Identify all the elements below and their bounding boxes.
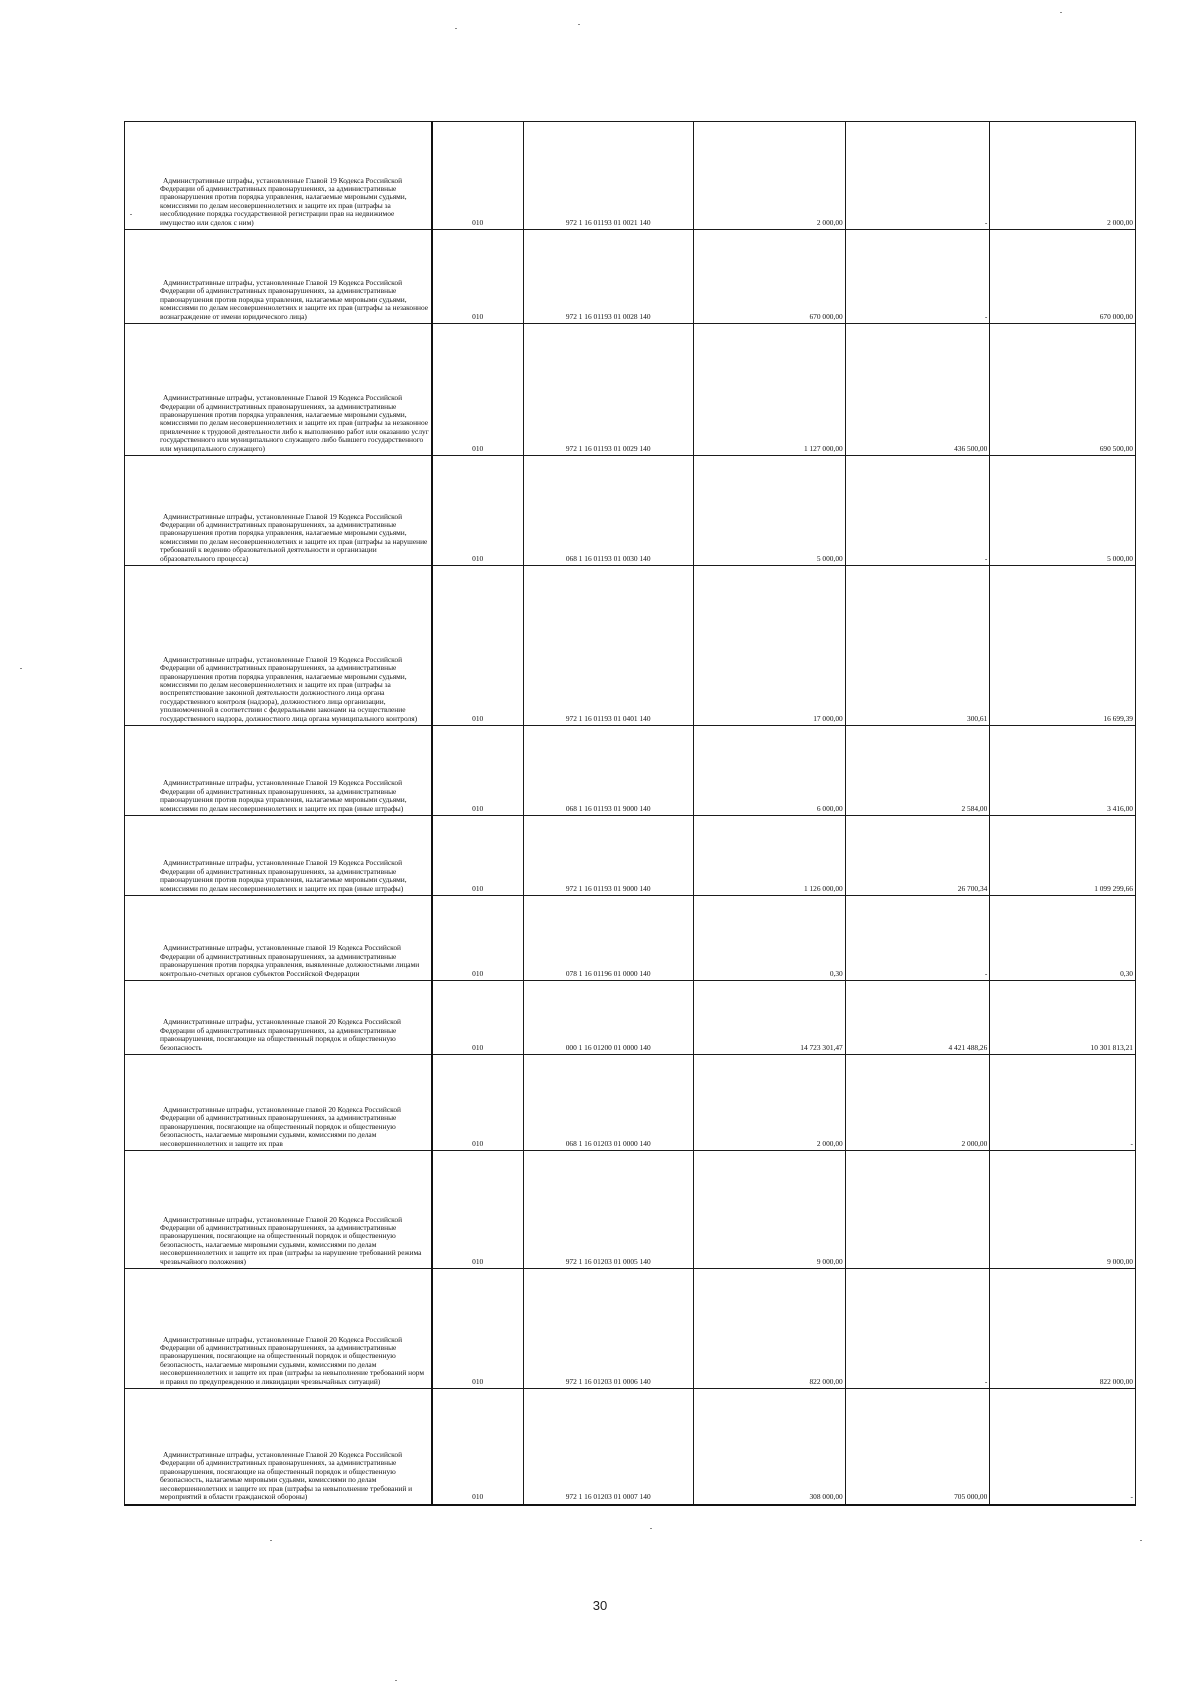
row-income-code: 068 1 16 01193 01 9000 140	[523, 726, 693, 816]
row-approved-amount: 1 126 000,00	[693, 816, 845, 896]
row-unexecuted-amount: 5 000,00	[990, 456, 1136, 566]
row-approved-amount: 2 000,00	[693, 122, 845, 230]
row-executed-amount: -	[845, 1269, 990, 1389]
row-description: Административные штрафы, установленные Главой 19 Кодекса Российской Федерации об административных правонарушениях, за административные правонарушения против порядка управления, налагаемые мировыми судьями, комиссиями по делам несовершеннолетних и защите их прав (штрафы за незаконное привлечение к трудовой деятельности либо к выполнению работ или оказанию услуг государственного или муниципального служащего либо бывшего государственного или муниципального служащего)	[125, 324, 432, 456]
row-unexecuted-amount: -	[990, 1055, 1136, 1151]
row-approved-amount: 9 000,00	[693, 1151, 845, 1269]
scan-speck	[650, 1528, 652, 1529]
table-row	[125, 726, 1136, 816]
table-row	[125, 896, 1136, 981]
row-description: Административные штрафы, установленные Главой 19 Кодекса Российской Федерации об административных правонарушениях, за административные правонарушения против порядка управления, налагаемые мировыми судьями, комиссиями по делам несовершеннолетних и защите их прав (штрафы за незаконное вознаграждение от имени юридического лица)	[125, 230, 432, 324]
row-executed-amount: 2 000,00	[845, 1055, 990, 1151]
row-income-code: 972 1 16 01193 01 0028 140	[523, 230, 693, 324]
row-unexecuted-amount: 822 000,00	[990, 1269, 1136, 1389]
row-line-code: 010	[432, 1151, 523, 1269]
row-income-code: 972 1 16 01203 01 0006 140	[523, 1269, 693, 1389]
table-row	[125, 230, 1136, 324]
row-approved-amount: 6 000,00	[693, 726, 845, 816]
table-row	[125, 324, 1136, 456]
row-executed-amount: 436 500,00	[845, 324, 990, 456]
row-executed-amount: 26 700,34	[845, 816, 990, 896]
scan-speck	[1060, 12, 1062, 13]
row-line-code: 010	[432, 726, 523, 816]
row-unexecuted-amount: -	[990, 1389, 1136, 1505]
row-income-code: 000 1 16 01200 01 0000 140	[523, 981, 693, 1055]
row-income-code: 068 1 16 01203 01 0000 140	[523, 1055, 693, 1151]
row-unexecuted-amount: 1 099 299,66	[990, 816, 1136, 896]
page-number: 30	[592, 1598, 608, 1613]
table-row	[125, 981, 1136, 1055]
row-description: Административные штрафы, установленные главой 20 Кодекса Российской Федерации об административных правонарушениях, за административные правонарушения, посягающие на общественный порядок и общественную безопасность	[125, 981, 432, 1055]
scan-speck	[578, 24, 580, 25]
row-income-code: 068 1 16 01193 01 0030 140	[523, 456, 693, 566]
row-approved-amount: 1 127 000,00	[693, 324, 845, 456]
row-unexecuted-amount: 690 500,00	[990, 324, 1136, 456]
row-line-code: 010	[432, 324, 523, 456]
row-line-code: 010	[432, 816, 523, 896]
row-approved-amount: 5 000,00	[693, 456, 845, 566]
row-income-code: 972 1 16 01203 01 0005 140	[523, 1151, 693, 1269]
row-approved-amount: 14 723 301,47	[693, 981, 845, 1055]
row-executed-amount: 300,61	[845, 566, 990, 726]
row-line-code: 010	[432, 1055, 523, 1151]
row-unexecuted-amount: 0,30	[990, 896, 1136, 981]
row-line-code: 010	[432, 1269, 523, 1389]
table-row	[125, 1055, 1136, 1151]
scan-speck	[130, 214, 132, 215]
row-unexecuted-amount: 670 000,00	[990, 230, 1136, 324]
row-description: Административные штрафы, установленные Главой 20 Кодекса Российской Федерации об административных правонарушениях, за административные правонарушения, посягающие на общественный порядок и общественную безопасность, налагаемые мировыми судьями, комиссиями по делам несовершеннолетних и защите их прав (штрафы за невыполнение требований и мероприятий в области гражданской обороны)	[125, 1389, 432, 1505]
row-approved-amount: 17 000,00	[693, 566, 845, 726]
row-executed-amount: -	[845, 230, 990, 324]
row-approved-amount: 822 000,00	[693, 1269, 845, 1389]
row-line-code: 010	[432, 981, 523, 1055]
scan-speck	[20, 668, 22, 669]
row-approved-amount: 670 000,00	[693, 230, 845, 324]
table-row	[125, 816, 1136, 896]
row-unexecuted-amount: 2 000,00	[990, 122, 1136, 230]
row-description: Административные штрафы, установленные Главой 19 Кодекса Российской Федерации об административных правонарушениях, за административные правонарушения против порядка управления, налагаемые мировыми судьями, комиссиями по делам несовершеннолетних и защите их прав (штрафы за нарушение требований к ведению образовательной деятельности и организации образовательного процесса)	[125, 456, 432, 566]
row-income-code: 972 1 16 01203 01 0007 140	[523, 1389, 693, 1505]
scan-speck	[270, 1540, 272, 1541]
table-body	[125, 122, 1136, 1505]
row-unexecuted-amount: 16 699,39	[990, 566, 1136, 726]
table-row	[125, 456, 1136, 566]
row-description: Административные штрафы, установленные главой 20 Кодекса Российской Федерации об административных правонарушениях, за административные правонарушения, посягающие на общественный порядок и общественную безопасность, налагаемые мировыми судьями, комиссиями по делам несовершеннолетних и защите их прав	[125, 1055, 432, 1151]
table-row	[125, 122, 1136, 230]
row-executed-amount: -	[845, 122, 990, 230]
row-line-code: 010	[432, 122, 523, 230]
row-description: Административные штрафы, установленные главой 19 Кодекса Российской Федерации об административных правонарушениях, за административные правонарушения против порядка управления, выявленные должностными лицами контрольно-счетных органов субъектов Российской Федерации	[125, 896, 432, 981]
row-approved-amount: 2 000,00	[693, 1055, 845, 1151]
row-description: Административные штрафы, установленные Главой 20 Кодекса Российской Федерации об административных правонарушениях, за административные правонарушения, посягающие на общественный порядок и общественную безопасность, налагаемые мировыми судьями, комиссиями по делам несовершеннолетних и защите их прав (штрафы за невыполнение требований норм и правил по предупреждению и ликвидации чрезвычайных ситуаций)	[125, 1269, 432, 1389]
row-unexecuted-amount: 9 000,00	[990, 1151, 1136, 1269]
row-unexecuted-amount: 10 301 813,21	[990, 981, 1136, 1055]
row-executed-amount: 705 000,00	[845, 1389, 990, 1505]
income-execution-table	[124, 121, 1136, 1506]
row-executed-amount: -	[845, 456, 990, 566]
table-row	[125, 1151, 1136, 1269]
scan-speck	[455, 28, 457, 29]
table-row	[125, 1269, 1136, 1389]
scan-speck	[395, 1680, 397, 1681]
row-description: Административные штрафы, установленные Главой 19 Кодекса Российской Федерации об административных правонарушениях, за административные правонарушения против порядка управления, налагаемые мировыми судьями, комиссиями по делам несовершеннолетних и защите их прав (штрафы за воспрепятствование законной деятельности должностного лица органа государственного контроля (надзора), должностного лица организации, уполномоченной в соответствии с федеральными законами на осуществление государственного надзора, должностного лица органа муниципального контроля)	[125, 566, 432, 726]
row-executed-amount	[845, 1151, 990, 1269]
table-row	[125, 1389, 1136, 1505]
row-line-code: 010	[432, 456, 523, 566]
row-income-code: 078 1 16 01196 01 0000 140	[523, 896, 693, 981]
row-income-code: 972 1 16 01193 01 0021 140	[523, 122, 693, 230]
row-approved-amount: 308 000,00	[693, 1389, 845, 1505]
row-income-code: 972 1 16 01193 01 0401 140	[523, 566, 693, 726]
row-line-code: 010	[432, 566, 523, 726]
row-description: Административные штрафы, установленные Главой 19 Кодекса Российской Федерации об административных правонарушениях, за административные правонарушения против порядка управления, налагаемые мировыми судьями, комиссиями по делам несовершеннолетних и защите их прав (иные штрафы)	[125, 816, 432, 896]
row-executed-amount: 2 584,00	[845, 726, 990, 816]
row-unexecuted-amount: 3 416,00	[990, 726, 1136, 816]
row-executed-amount: 4 421 488,26	[845, 981, 990, 1055]
row-executed-amount: -	[845, 896, 990, 981]
scan-speck	[1140, 1540, 1142, 1541]
row-description: Административные штрафы, установленные Главой 20 Кодекса Российской Федерации об административных правонарушениях, за административные правонарушения, посягающие на общественный порядок и общественную безопасность, налагаемые мировыми судьями, комиссиями по делам несовершеннолетних и защите их прав (штрафы за нарушение требований режима чрезвычайного положения)	[125, 1151, 432, 1269]
row-income-code: 972 1 16 01193 01 9000 140	[523, 816, 693, 896]
row-approved-amount: 0,30	[693, 896, 845, 981]
table-row	[125, 566, 1136, 726]
row-description: Административные штрафы, установленные Главой 19 Кодекса Российской Федерации об административных правонарушениях, за административные правонарушения против порядка управления, налагаемые мировыми судьями, комиссиями по делам несовершеннолетних и защите их прав (штрафы за несоблюдение порядка государственной регистрации прав на недвижимое имущество или сделок с ним)	[125, 122, 432, 230]
row-line-code: 010	[432, 1389, 523, 1505]
row-line-code: 010	[432, 230, 523, 324]
row-description: Административные штрафы, установленные Главой 19 Кодекса Российской Федерации об административных правонарушениях, за административные правонарушения против порядка управления, налагаемые мировыми судьями, комиссиями по делам несовершеннолетних и защите их прав (иные штрафы)	[125, 726, 432, 816]
row-line-code: 010	[432, 896, 523, 981]
row-income-code: 972 1 16 01193 01 0029 140	[523, 324, 693, 456]
